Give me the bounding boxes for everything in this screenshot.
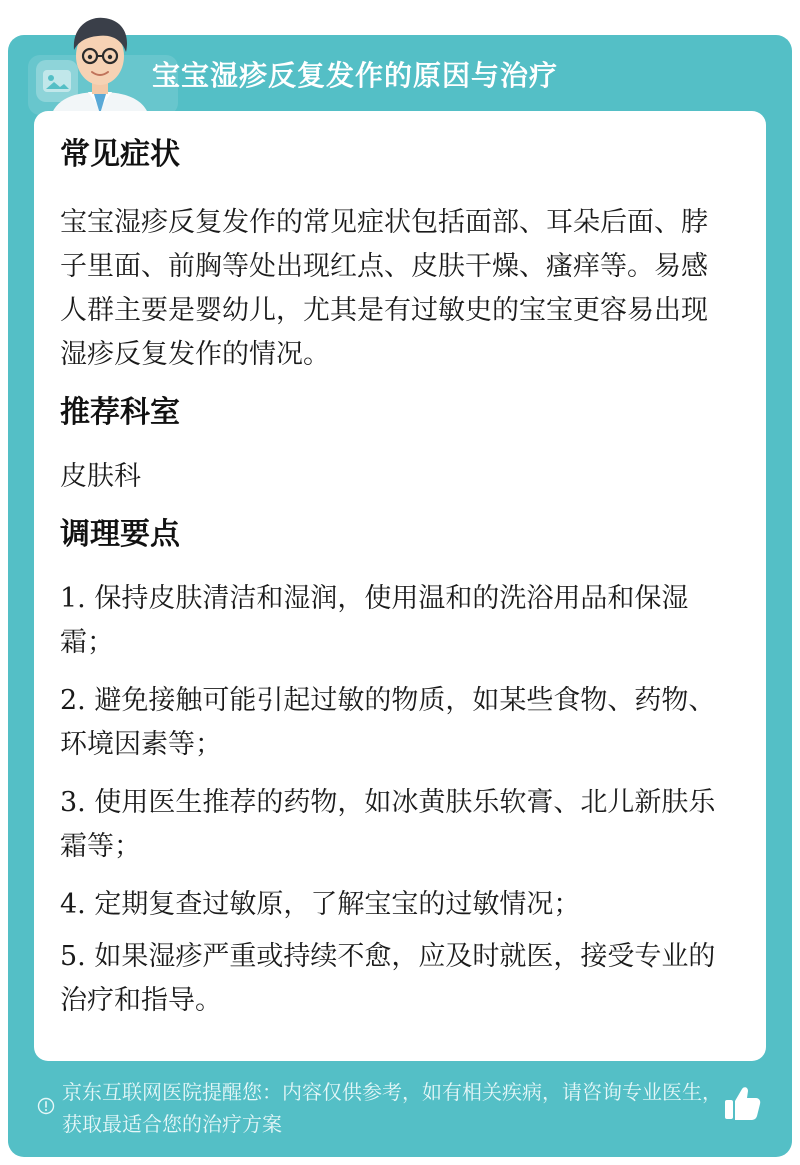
- info-icon: [37, 1097, 55, 1115]
- section-title-department: 推荐科室: [60, 395, 180, 430]
- list-item-text: 使用医生推荐的药物，如冰黄肤乐软膏、北儿新肤乐霜等；: [60, 787, 716, 862]
- disclaimer-text: 京东互联网医院提醒您：内容仅供参考，如有相关疾病，请咨询专业医生，获取最适合您的治疗方案: [62, 1080, 722, 1136]
- department-text: 皮肤科: [60, 461, 141, 492]
- section-title-care: 调理要点: [60, 517, 180, 552]
- thumbs-up-icon[interactable]: [722, 1084, 762, 1122]
- symptoms-text: 宝宝湿疹反复发作的常见症状包括面部、耳朵后面、脖子里面、前胸等处出现红点、皮肤干燥、瘙痒等。易感人群主要是婴幼儿，尤其是有过敏史的宝宝更容易出现湿疹反复发作的情况。: [60, 207, 708, 370]
- list-item-number: 2.: [60, 685, 86, 716]
- list-item-number: 3.: [60, 787, 86, 818]
- list-item: [60, 781, 728, 869]
- list-item-number: 4.: [60, 889, 86, 920]
- list-item-text: 保持皮肤清洁和湿润，使用温和的洗浴用品和保湿霜；: [60, 583, 689, 658]
- content-card: [34, 111, 766, 1061]
- section-title-symptoms: 常见症状: [60, 137, 180, 172]
- list-item-text: 定期复查过敏原，了解宝宝的过敏情况；: [85, 889, 581, 920]
- list-item: [60, 679, 728, 767]
- list-item-number: 1.: [60, 583, 86, 614]
- doctor-avatar-icon: [40, 10, 160, 120]
- list-item-text: 避免接触可能引起过敏的物质，如某些食物、药物、环境因素等；: [60, 685, 716, 760]
- list-item-text: 如果湿疹严重或持续不愈，应及时就医，接受专业的治疗和指导。: [60, 941, 716, 1016]
- list-item: [60, 883, 728, 927]
- list-item: [60, 577, 728, 665]
- list-item: [60, 935, 728, 1023]
- page-title: 宝宝湿疹反复发作的原因与治疗: [152, 59, 559, 92]
- list-item-number: 5.: [60, 941, 86, 972]
